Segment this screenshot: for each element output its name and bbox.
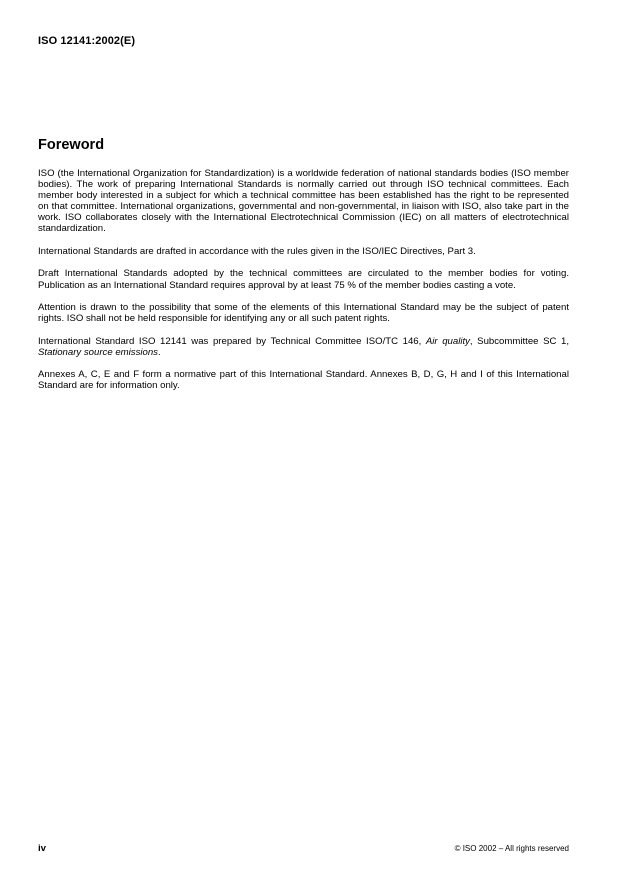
paragraph-committee <box>38 336 569 358</box>
paragraph-voting: Draft International Standards adopted by the technical committees are circulated to the member bodies for voting. Publication as an International Standard requires approval by at least 75 % of the member bodies casting a vote. <box>38 268 569 291</box>
page-title: Foreword <box>38 137 105 153</box>
committee-text-2: , Subcommittee SC 1, <box>469 335 570 347</box>
paragraph-iso-description: ISO (the International Organization for Standardization) is a worldwide federation of national standards bodies (ISO member bodies). The work of preparing International Standards is normally carried out through ISO technical committees. Each member body interested in a subject for which a technical committee has been established has the right to be represented on that committee. International organizations, governmental and non-governmental, in liaison with ISO, also take part in the work. ISO collaborates closely with the International Electrotechnical Commission (IEC) on all matters of electrotechnical standardization. <box>38 168 569 235</box>
foreword-body <box>38 168 569 403</box>
paragraph-drafting-rules: International Standards are drafted in accordance with the rules given in the ISO/IEC Directives, Part 3. <box>38 245 476 257</box>
committee-name: Air quality <box>425 335 470 347</box>
paragraph-annexes: Annexes A, C, E and F form a normative part of this International Standard. Annexes B, D, G, H and I of this International Standard are for information only. <box>38 369 569 392</box>
copyright-notice: © ISO 2002 – All rights reserved <box>454 844 569 853</box>
committee-text-3: . <box>157 346 161 358</box>
page-number: iv <box>38 843 47 854</box>
document-id-header: ISO 12141:2002(E) <box>38 35 136 47</box>
committee-text-1: International Standard ISO 12141 was prepared by Technical Committee ISO/TC 146, <box>38 335 426 347</box>
paragraph-patent-rights: Attention is drawn to the possibility that some of the elements of this International Standard may be the subject of patent rights. ISO shall not be held responsible for identifying any or all such patent rights. <box>38 302 569 325</box>
subcommittee-name: Stationary source emissions <box>38 346 158 358</box>
